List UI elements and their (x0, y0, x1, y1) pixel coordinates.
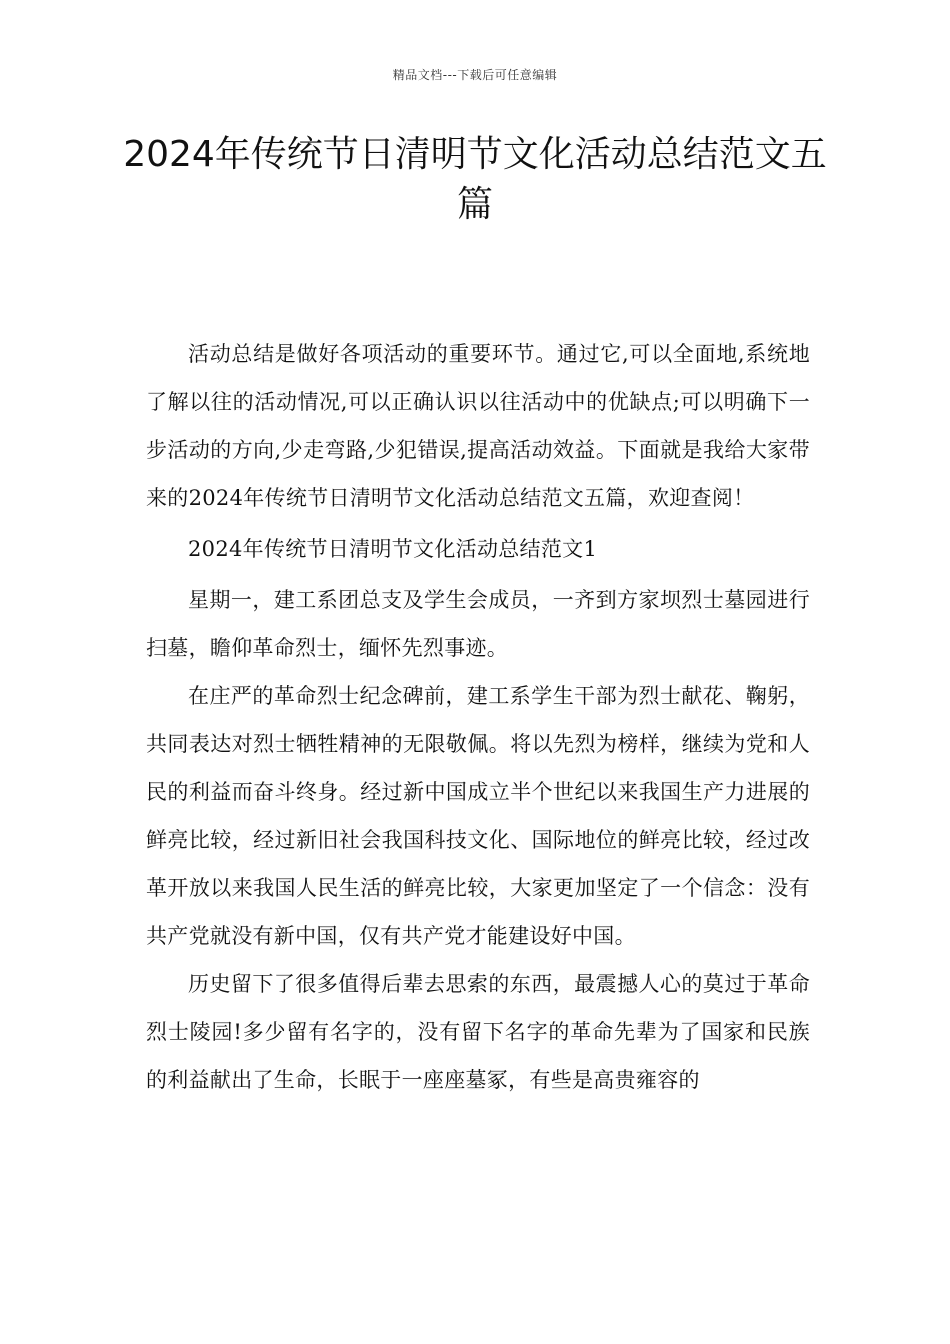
section-heading: 2024年传统节日清明节文化活动总结范文1 (188, 537, 598, 561)
body-paragraph: 在庄严的革命烈士纪念碑前，建工系学生干部为烈士献花、鞠躬，共同表达对烈士牺牲精神的无限敬佩。将以先烈为榜样，继续为党和人民的利益而奋斗终身。经过新中国成立半个世纪以来我国生产力进展的鲜亮比较，经过新旧社会我国科技文化、国际地位的鲜亮比较，经过改革开放以来我国人民生活的鲜亮比较，大家更加坚定了一个信念：没有共产党就没有新中国，仅有共产党才能建设好中国。 (146, 684, 810, 948)
intro-paragraph: 活动总结是做好各项活动的重要环节。通过它,可以全面地,系统地了解以往的活动情况,可以正确认识以往活动中的优缺点;可以明确下一步活动的方向,少走弯路,少犯错误,提高活动效益。下面就是我给大家带来的2024年传统节日清明节文化活动总结范文五篇，欢迎查阅！ (146, 342, 810, 510)
body-paragraph: 星期一，建工系团总支及学生会成员，一齐到方家坝烈士墓园进行扫墓，瞻仰革命烈士，缅怀先烈事迹。 (146, 588, 810, 660)
header-note: 精品文档---下载后可任意编辑 (392, 68, 558, 82)
document-body (146, 330, 810, 1104)
document-title: 2024年传统节日清明节文化活动总结范文五篇 (123, 134, 827, 225)
body-paragraph: 历史留下了很多值得后辈去思索的东西，最震撼人心的莫过于革命烈士陵园!多少留有名字的，没有留下名字的革命先辈为了国家和民族的利益献出了生命，长眠于一座座墓冢，有些是高贵雍容的 (146, 972, 810, 1092)
